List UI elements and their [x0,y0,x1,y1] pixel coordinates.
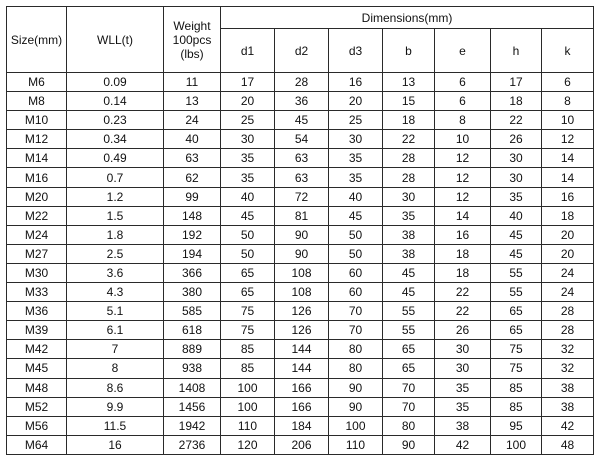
cell-d3: 40 [329,187,383,206]
cell-e: 6 [435,73,491,92]
cell-size: M42 [7,340,67,359]
cell-d1: 25 [221,111,275,130]
cell-weight: 62 [164,168,221,187]
cell-size: M12 [7,130,67,149]
cell-d1: 50 [221,244,275,263]
cell-h: 35 [491,187,542,206]
cell-d2: 90 [275,244,329,263]
cell-size: M27 [7,244,67,263]
cell-e: 14 [435,206,491,225]
cell-k: 14 [542,168,594,187]
cell-b: 28 [383,149,435,168]
spec-table-container [6,6,593,469]
cell-e: 35 [435,378,491,397]
header-dim-e: e [435,29,491,73]
cell-k: 24 [542,263,594,282]
cell-k: 38 [542,397,594,416]
cell-k: 14 [542,149,594,168]
cell-h: 55 [491,263,542,282]
table-row [7,378,594,397]
header-dim-d1: d1 [221,29,275,73]
cell-e: 26 [435,321,491,340]
table-row [7,283,594,302]
cell-h: 17 [491,73,542,92]
header-weight-line: (lbs) [180,46,204,61]
cell-b: 18 [383,111,435,130]
header-dim-k: k [542,29,594,73]
cell-k: 24 [542,283,594,302]
cell-h: 45 [491,244,542,263]
table-row [7,359,594,378]
cell-wll: 7 [67,340,164,359]
table-row [7,397,594,416]
cell-wll: 11.5 [67,416,164,435]
cell-b: 15 [383,92,435,111]
cell-d2: 90 [275,225,329,244]
cell-h: 18 [491,92,542,111]
cell-wll: 16 [67,435,164,454]
cell-d1: 35 [221,149,275,168]
table-row [7,416,594,435]
cell-wll: 6.1 [67,321,164,340]
cell-b: 65 [383,359,435,378]
cell-d3: 100 [329,416,383,435]
table-row [7,340,594,359]
cell-weight: 63 [164,149,221,168]
cell-e: 30 [435,359,491,378]
cell-d3: 80 [329,340,383,359]
cell-d3: 70 [329,321,383,340]
cell-d2: 72 [275,187,329,206]
cell-h: 30 [491,149,542,168]
cell-d2: 28 [275,73,329,92]
cell-d3: 30 [329,130,383,149]
table-body [7,73,594,455]
cell-wll: 1.2 [67,187,164,206]
cell-k: 12 [542,130,594,149]
table-row [7,149,594,168]
cell-h: 45 [491,225,542,244]
cell-wll: 9.9 [67,397,164,416]
cell-wll: 1.5 [67,206,164,225]
cell-e: 38 [435,416,491,435]
cell-size: M10 [7,111,67,130]
cell-d3: 35 [329,168,383,187]
cell-wll: 1.8 [67,225,164,244]
header-weight-line: 100pcs [172,32,212,47]
cell-d1: 40 [221,187,275,206]
cell-b: 70 [383,397,435,416]
cell-d1: 100 [221,397,275,416]
cell-k: 48 [542,435,594,454]
cell-wll: 4.3 [67,283,164,302]
cell-wll: 0.23 [67,111,164,130]
cell-d1: 50 [221,225,275,244]
cell-d3: 20 [329,92,383,111]
cell-e: 18 [435,263,491,282]
cell-b: 55 [383,302,435,321]
cell-d1: 17 [221,73,275,92]
cell-size: M8 [7,92,67,111]
cell-d3: 45 [329,206,383,225]
cell-k: 16 [542,187,594,206]
table-row [7,225,594,244]
cell-b: 30 [383,187,435,206]
cell-size: M30 [7,263,67,282]
cell-wll: 0.34 [67,130,164,149]
cell-weight: 40 [164,130,221,149]
cell-h: 40 [491,206,542,225]
table-row [7,111,594,130]
cell-e: 42 [435,435,491,454]
cell-b: 28 [383,168,435,187]
cell-k: 20 [542,225,594,244]
cell-k: 10 [542,111,594,130]
table-row [7,92,594,111]
table-row [7,435,594,454]
cell-d1: 35 [221,168,275,187]
cell-size: M16 [7,168,67,187]
cell-wll: 0.49 [67,149,164,168]
cell-d3: 35 [329,149,383,168]
cell-weight: 618 [164,321,221,340]
cell-d1: 75 [221,321,275,340]
cell-wll: 8.6 [67,378,164,397]
cell-size: M39 [7,321,67,340]
cell-d2: 108 [275,263,329,282]
cell-size: M33 [7,283,67,302]
table-row [7,244,594,263]
cell-weight: 148 [164,206,221,225]
cell-k: 28 [542,321,594,340]
cell-size: M52 [7,397,67,416]
cell-weight: 13 [164,92,221,111]
cell-weight: 1408 [164,378,221,397]
cell-b: 35 [383,206,435,225]
cell-d2: 206 [275,435,329,454]
cell-d3: 60 [329,263,383,282]
cell-h: 95 [491,416,542,435]
cell-size: M24 [7,225,67,244]
cell-wll: 5.1 [67,302,164,321]
cell-b: 70 [383,378,435,397]
cell-d2: 36 [275,92,329,111]
cell-b: 65 [383,340,435,359]
cell-d3: 25 [329,111,383,130]
cell-h: 85 [491,397,542,416]
cell-e: 12 [435,187,491,206]
cell-size: M56 [7,416,67,435]
cell-size: M36 [7,302,67,321]
cell-e: 22 [435,283,491,302]
cell-d2: 45 [275,111,329,130]
header-dim-b: b [383,29,435,73]
cell-d2: 108 [275,283,329,302]
cell-d3: 16 [329,73,383,92]
cell-weight: 2736 [164,435,221,454]
cell-b: 55 [383,321,435,340]
cell-d2: 184 [275,416,329,435]
cell-h: 30 [491,168,542,187]
header-size: Size(mm) [7,7,67,73]
cell-d3: 80 [329,359,383,378]
cell-d2: 144 [275,340,329,359]
cell-h: 75 [491,340,542,359]
cell-d3: 50 [329,244,383,263]
cell-wll: 8 [67,359,164,378]
header-dim-d3: d3 [329,29,383,73]
table-row [7,187,594,206]
cell-weight: 366 [164,263,221,282]
cell-d2: 54 [275,130,329,149]
cell-d2: 81 [275,206,329,225]
table-row [7,130,594,149]
cell-d1: 120 [221,435,275,454]
cell-weight: 194 [164,244,221,263]
cell-d1: 85 [221,340,275,359]
cell-d2: 166 [275,378,329,397]
cell-weight: 1456 [164,397,221,416]
cell-weight: 1942 [164,416,221,435]
cell-wll: 2.5 [67,244,164,263]
cell-d2: 63 [275,168,329,187]
cell-d2: 126 [275,321,329,340]
cell-e: 12 [435,168,491,187]
cell-weight: 192 [164,225,221,244]
cell-d2: 126 [275,302,329,321]
cell-d2: 166 [275,397,329,416]
cell-e: 8 [435,111,491,130]
cell-h: 65 [491,321,542,340]
cell-k: 38 [542,378,594,397]
cell-d1: 110 [221,416,275,435]
table-row [7,263,594,282]
cell-wll: 0.7 [67,168,164,187]
cell-weight: 380 [164,283,221,302]
cell-h: 75 [491,359,542,378]
cell-d2: 63 [275,149,329,168]
cell-h: 26 [491,130,542,149]
cell-d1: 75 [221,302,275,321]
cell-weight: 99 [164,187,221,206]
cell-b: 13 [383,73,435,92]
cell-d3: 60 [329,283,383,302]
cell-b: 80 [383,416,435,435]
cell-size: M20 [7,187,67,206]
table-row [7,206,594,225]
cell-size: M64 [7,435,67,454]
cell-d3: 110 [329,435,383,454]
cell-d1: 85 [221,359,275,378]
table-row [7,168,594,187]
cell-e: 22 [435,302,491,321]
cell-e: 16 [435,225,491,244]
cell-k: 32 [542,340,594,359]
cell-d1: 65 [221,263,275,282]
cell-b: 38 [383,244,435,263]
cell-k: 18 [542,206,594,225]
spec-table [6,6,594,455]
cell-d1: 100 [221,378,275,397]
cell-e: 10 [435,130,491,149]
cell-h: 100 [491,435,542,454]
cell-d3: 50 [329,225,383,244]
cell-b: 90 [383,435,435,454]
cell-h: 55 [491,283,542,302]
cell-weight: 11 [164,73,221,92]
cell-b: 45 [383,283,435,302]
cell-size: M14 [7,149,67,168]
cell-wll: 0.14 [67,92,164,111]
header-dim-h: h [491,29,542,73]
cell-k: 28 [542,302,594,321]
cell-e: 30 [435,340,491,359]
header-wll: WLL(t) [67,7,164,73]
cell-b: 38 [383,225,435,244]
cell-size: M45 [7,359,67,378]
cell-e: 18 [435,244,491,263]
cell-d3: 90 [329,397,383,416]
cell-size: M6 [7,73,67,92]
cell-wll: 0.09 [67,73,164,92]
cell-d2: 144 [275,359,329,378]
cell-d3: 90 [329,378,383,397]
header-dim-d2: d2 [275,29,329,73]
cell-k: 32 [542,359,594,378]
cell-weight: 889 [164,340,221,359]
cell-weight: 24 [164,111,221,130]
cell-k: 20 [542,244,594,263]
table-row [7,321,594,340]
header-weight [164,7,221,73]
table-row [7,302,594,321]
cell-wll: 3.6 [67,263,164,282]
cell-k: 42 [542,416,594,435]
cell-d1: 20 [221,92,275,111]
table-row [7,73,594,92]
cell-e: 35 [435,397,491,416]
cell-h: 22 [491,111,542,130]
header-dimensions: Dimensions(mm) [221,7,594,29]
cell-size: M22 [7,206,67,225]
cell-d1: 65 [221,283,275,302]
cell-size: M48 [7,378,67,397]
cell-d1: 45 [221,206,275,225]
cell-b: 45 [383,263,435,282]
cell-e: 12 [435,149,491,168]
cell-weight: 938 [164,359,221,378]
cell-h: 85 [491,378,542,397]
cell-k: 8 [542,92,594,111]
header-weight-line: Weight [173,18,211,33]
cell-d1: 30 [221,130,275,149]
cell-k: 6 [542,73,594,92]
cell-weight: 585 [164,302,221,321]
cell-h: 65 [491,302,542,321]
cell-b: 22 [383,130,435,149]
cell-e: 6 [435,92,491,111]
cell-d3: 70 [329,302,383,321]
